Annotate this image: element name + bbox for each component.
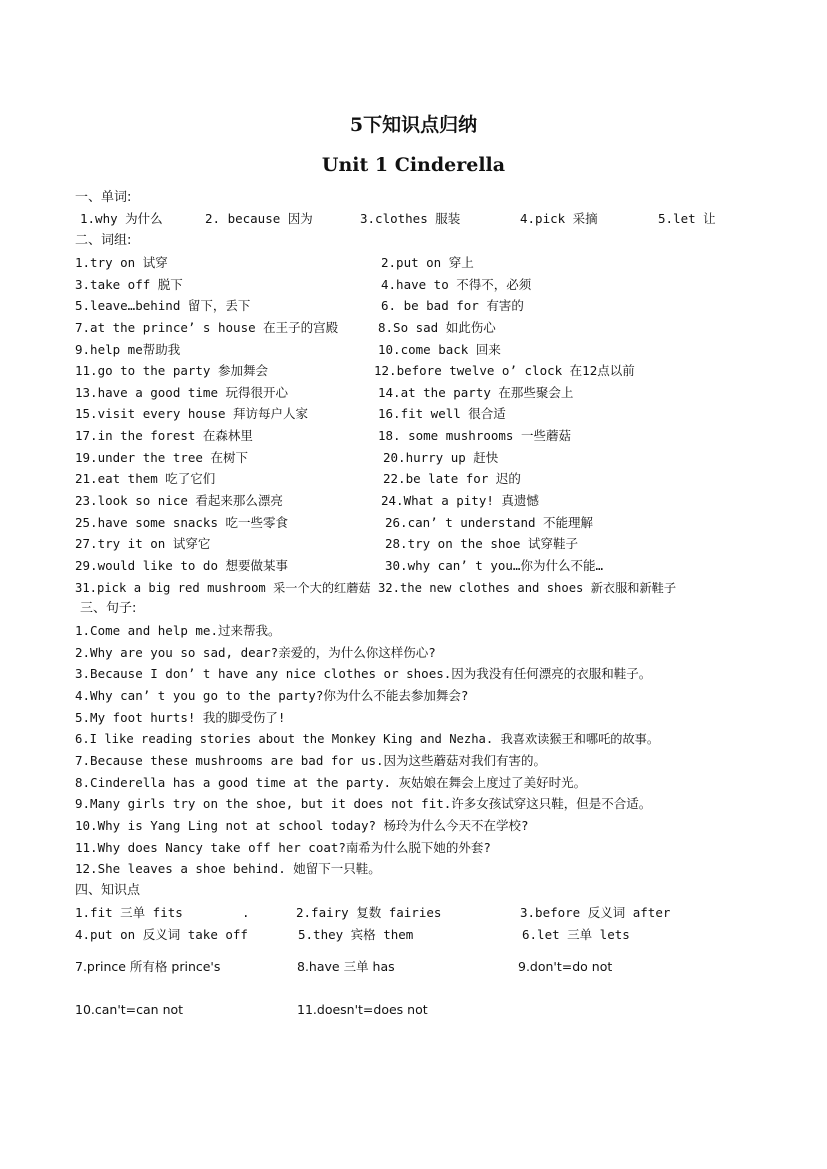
sentence-item: 10.Why is Yang Ling not at school today? 杨玲为什么今天不在学校? bbox=[75, 818, 529, 833]
phrase-item: 6. be bad for 有害的 bbox=[381, 298, 524, 313]
sentence-item: 2.Why are you so sad, dear?亲爱的，为什么你这样伤心? bbox=[75, 645, 436, 660]
word-item: 4.pick 采摘 bbox=[520, 211, 598, 226]
phrase-item: 7.at the prince’ s house 在王子的宫殿 bbox=[75, 320, 339, 335]
sentence-item: 11.Why does Nancy take off her coat?南希为什么脱下她的外套? bbox=[75, 840, 491, 855]
phrase-item: 25.have some snacks 吃一些零食 bbox=[75, 515, 289, 530]
phrase-item: 8.So sad 如此伤心 bbox=[378, 320, 496, 335]
phrase-item: 28.try on the shoe 试穿鞋子 bbox=[385, 536, 578, 551]
phrase-item: 16.fit well 很合适 bbox=[378, 406, 506, 421]
phrase-item: 15.visit every house 拜访每户人家 bbox=[75, 406, 309, 421]
word-item: 5.let 让 bbox=[658, 211, 716, 226]
phrase-item: 5.leave…behind 留下，丢下 bbox=[75, 298, 251, 313]
section-heading-phrases: 二、词组: bbox=[75, 233, 132, 248]
phrase-item: 19.under the tree 在树下 bbox=[75, 450, 248, 465]
knowledge-item: 8.have 三单 has bbox=[297, 959, 395, 974]
sentence-item: 12.She leaves a shoe behind. 她留下一只鞋。 bbox=[75, 861, 381, 876]
section-heading-sentences: 三、句子: bbox=[80, 601, 137, 616]
word-item: 1.why 为什么 bbox=[80, 211, 163, 226]
phrase-item: 10.come back 回来 bbox=[378, 342, 501, 357]
knowledge-item: 11.doesn't=does not bbox=[297, 1002, 428, 1017]
phrase-item: 22.be late for 迟的 bbox=[383, 471, 521, 486]
phrase-item: 12.before twelve o’ clock 在12点以前 bbox=[374, 363, 635, 378]
phrase-item: 9.help me帮助我 bbox=[75, 342, 181, 357]
phrase-item: 20.hurry up 赶快 bbox=[383, 450, 499, 465]
phrase-item: 24.What a pity! 真遗憾 bbox=[381, 493, 539, 508]
knowledge-item: 9.don't=do not bbox=[518, 959, 613, 974]
phrase-item: 31.pick a big red mushroom 采一个大的红蘑菇 32.the new clothes and shoes 新衣服和新鞋子 bbox=[75, 581, 677, 595]
sentence-item: 7.Because these mushrooms are bad for us.因为这些蘑菇对我们有害的。 bbox=[75, 753, 547, 768]
phrase-item: 26.can’ t understand 不能理解 bbox=[385, 515, 594, 530]
word-item: 3.clothes 服装 bbox=[360, 211, 461, 226]
sentence-item: 8.Cinderella has a good time at the party. 灰姑娘在舞会上度过了美好时光。 bbox=[75, 775, 587, 790]
phrase-item: 29.would like to do 想要做某事 bbox=[75, 558, 289, 573]
knowledge-item: 4.put on 反义词 take off bbox=[75, 927, 248, 942]
phrase-item: 11.go to the party 参加舞会 bbox=[75, 363, 268, 378]
knowledge-item: 7.prince 所有格 prince's bbox=[75, 959, 221, 974]
sentence-item: 5.My foot hurts! 我的脚受伤了! bbox=[75, 710, 286, 725]
word-item: 2. because 因为 bbox=[205, 211, 313, 226]
knowledge-item: 10.can't=can not bbox=[75, 1002, 184, 1017]
phrase-item: 18. some mushrooms 一些蘑菇 bbox=[378, 428, 571, 443]
phrase-item: 17.in the forest 在森林里 bbox=[75, 428, 253, 443]
phrase-item: 14.at the party 在那些聚会上 bbox=[378, 385, 574, 400]
knowledge-item: 3.before 反义词 after bbox=[520, 905, 671, 920]
knowledge-item: . bbox=[242, 905, 250, 920]
phrase-item: 13.have a good time 玩得很开心 bbox=[75, 385, 289, 400]
knowledge-item: 6.let 三单 lets bbox=[522, 927, 630, 942]
knowledge-item: 2.fairy 复数 fairies bbox=[296, 905, 442, 920]
phrase-item: 23.look so nice 看起来那么漂亮 bbox=[75, 493, 283, 508]
phrase-item: 4.have to 不得不，必须 bbox=[381, 277, 532, 292]
section-heading-knowledge: 四、知识点 bbox=[75, 883, 141, 898]
phrase-item: 2.put on 穿上 bbox=[381, 255, 474, 270]
phrase-item: 30.why can’ t you…你为什么不能… bbox=[385, 558, 603, 573]
section-heading-words: 一、单词: bbox=[75, 190, 132, 205]
unit-title: Unit 1 Cinderella bbox=[321, 154, 506, 176]
page-title: 5下知识点归纳 bbox=[349, 114, 478, 136]
knowledge-item: 5.they 宾格 them bbox=[298, 927, 414, 942]
sentence-item: 1.Come and help me.过来帮我。 bbox=[75, 623, 281, 638]
sentence-item: 4.Why can’ t you go to the party?你为什么不能去参加舞会? bbox=[75, 688, 469, 703]
phrase-item: 21.eat them 吃了它们 bbox=[75, 471, 216, 486]
phrase-item: 1.try on 试穿 bbox=[75, 255, 168, 270]
sentence-item: 6.I like reading stories about the Monkey King and Nezha. 我喜欢读猴王和哪吒的故事。 bbox=[75, 732, 660, 746]
phrase-item: 27.try it on 试穿它 bbox=[75, 536, 211, 551]
knowledge-item: 1.fit 三单 fits bbox=[75, 905, 183, 920]
phrase-item: 3.take off 脱下 bbox=[75, 277, 183, 292]
sentence-item: 9.Many girls try on the shoe, but it does not fit.许多女孩试穿这只鞋，但是不合适。 bbox=[75, 796, 652, 811]
sentence-item: 3.Because I don’ t have any nice clothes or shoes.因为我没有任何漂亮的衣服和鞋子。 bbox=[75, 666, 652, 681]
